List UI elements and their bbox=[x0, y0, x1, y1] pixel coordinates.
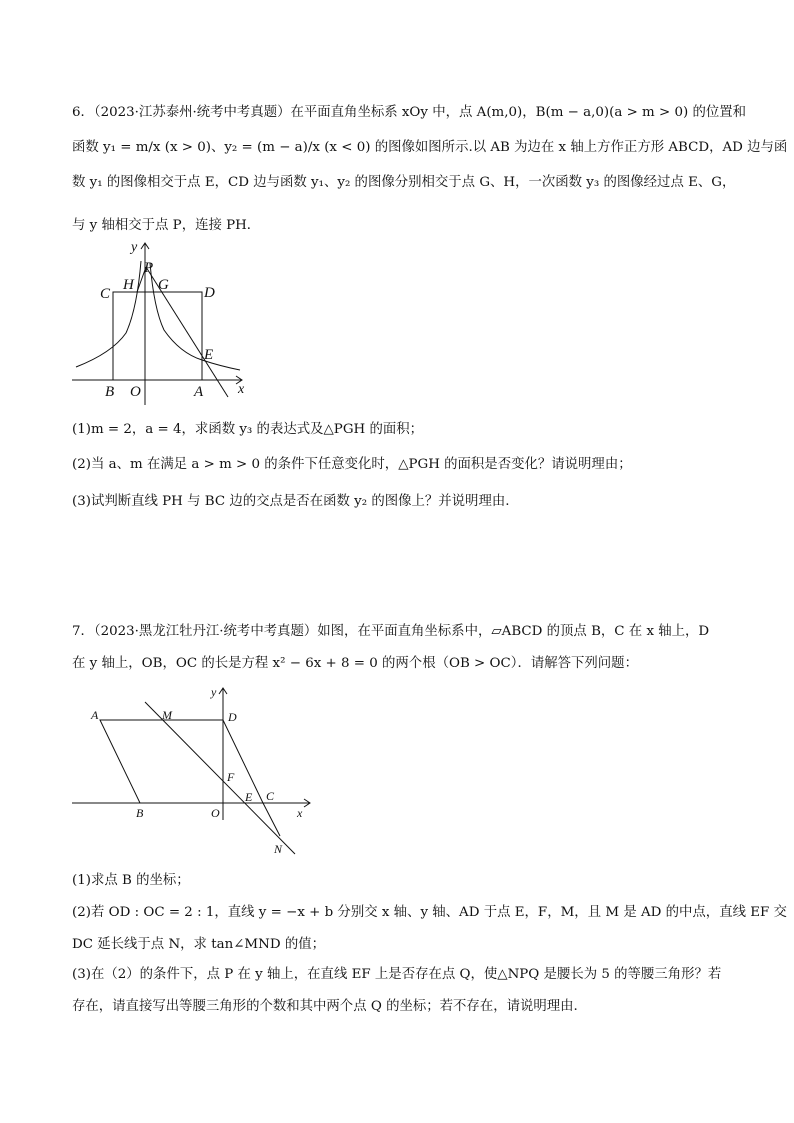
problem6-question-1: (1)m = 2，a = 4，求函数 y₃ 的表达式及△PGH 的面积； bbox=[72, 422, 424, 437]
p6-label-d: D bbox=[204, 285, 215, 301]
p7-parallelogram-abcd bbox=[100, 720, 263, 803]
problem6-question-2: (2)当 a、m 在满足 a > m > 0 的条件下任意变化时，△PGH 的面积是否变化？请说明理由； bbox=[72, 457, 632, 472]
p7-label-f: F bbox=[227, 770, 235, 784]
p7-label-m: M bbox=[162, 708, 172, 722]
problem7-question-5: 存在，请直接写出等腰三角形的个数和其中两个点 Q 的坐标；若不存在，请说明理由. bbox=[72, 999, 578, 1014]
p7-label-b: B bbox=[136, 806, 144, 820]
problem6-line-3: 数 y₁ 的图像相交于点 E，CD 边与函数 y₁、y₂ 的图像分别相交于点 G、H，一次函数 y₃ 的图像经过点 E、G， bbox=[72, 175, 736, 190]
p6-label-y: y bbox=[131, 240, 138, 255]
p7-label-n: N bbox=[274, 842, 283, 856]
problem7-line-2: 在 y 轴上，OB，OC 的长是方程 x² − 6x + 8 = 0 的两个根（OB > OC）．请解答下列问题： bbox=[72, 656, 638, 671]
p6-square-abcd bbox=[113, 292, 202, 380]
problem6-line-4: 与 y 轴相交于点 P，连接 PH． bbox=[72, 218, 261, 233]
p6-label-o: O bbox=[130, 384, 141, 400]
p7-label-y: y bbox=[211, 685, 217, 699]
p7-label-x: x bbox=[297, 806, 303, 820]
p6-label-x: x bbox=[238, 382, 245, 397]
p7-label-o: O bbox=[211, 806, 220, 820]
p6-label-c: C bbox=[100, 286, 111, 302]
p7-label-c: C bbox=[266, 789, 275, 803]
problem6-question-3: (3)试判断直线 PH 与 BC 边的交点是否在函数 y₂ 的图像上？并说明理由. bbox=[72, 494, 510, 509]
problem7-question-3: DC 延长线于点 N，求 tan∠MND 的值； bbox=[72, 937, 326, 952]
p7-label-e: E bbox=[245, 790, 253, 804]
p7-label-a: A bbox=[91, 708, 99, 722]
p6-label-e: E bbox=[204, 347, 214, 363]
problem7-question-2: (2)若 OD : OC = 2 : 1，直线 y = −x + b 分别交 x 轴、y 轴、AD 于点 E，F，M，且 M 是 AD 的中点，直线 EF 交 bbox=[72, 905, 787, 920]
p7-dc-extension bbox=[263, 803, 280, 836]
p6-label-g: G bbox=[158, 277, 169, 293]
p7-label-d: D bbox=[228, 710, 237, 724]
p6-label-p: P bbox=[144, 260, 154, 276]
problem7-line-1: 7．（2023·黑龙江牡丹江·统考中考真题）如图，在平面直角坐标系中，▱ABCD 的顶点 B，C 在 x 轴上，D bbox=[72, 624, 710, 639]
p6-label-b: B bbox=[105, 384, 115, 400]
p6-label-h: H bbox=[123, 277, 134, 293]
problem6-line-2: 函数 y₁ = m/x (x > 0)、y₂ = (m − a)/x (x < 0) 的图像如图所示.以 AB 为边在 x 轴上方作正方形 ABCD，AD 边与函 bbox=[72, 140, 788, 155]
problem7-question-1: (1)求点 B 的坐标； bbox=[72, 873, 190, 888]
problem7-figure bbox=[70, 680, 320, 865]
p6-label-a: A bbox=[194, 384, 204, 400]
problem6-line-1: 6．（2023·江苏泰州·统考中考真题）在平面直角坐标系 xOy 中，点 A(m,0)，B(m − a,0)(a > m > 0) 的位置和 bbox=[72, 105, 747, 120]
problem7-question-4: (3)在（2）的条件下，点 P 在 y 轴上，在直线 EF 上是否存在点 Q，使△NPQ 是腰长为 5 的等腰三角形？若 bbox=[72, 967, 722, 982]
p7-line-ef bbox=[145, 702, 295, 854]
problem6-figure bbox=[70, 235, 270, 410]
